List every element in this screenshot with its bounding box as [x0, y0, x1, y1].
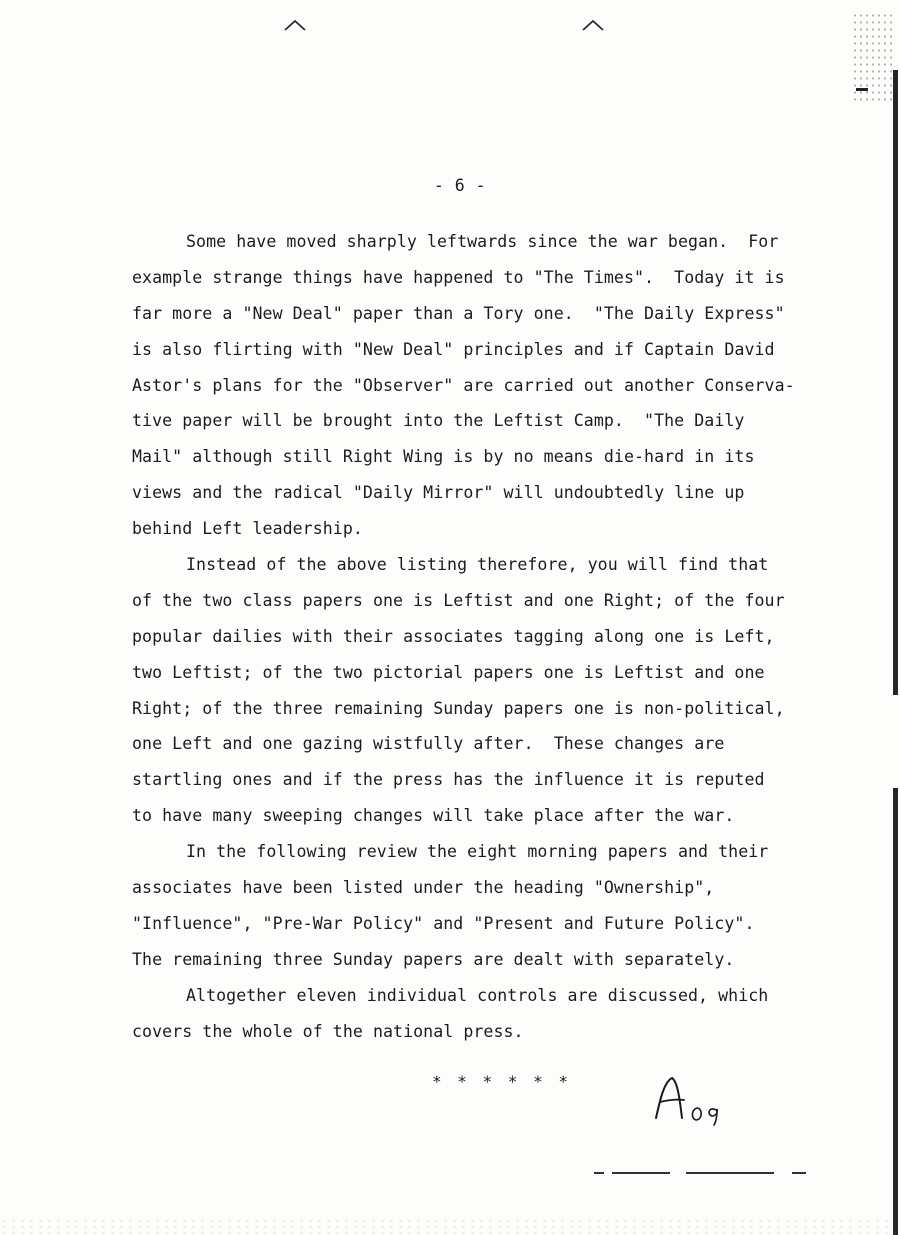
scan-right-edge-top: [893, 70, 898, 695]
text-line: far more a "New Deal" paper than a Tory one. "The Daily Express": [132, 303, 785, 323]
text-line: covers the whole of the national press.: [132, 1021, 524, 1041]
text-line: "Influence", "Pre-War Policy" and "Present and Future Policy".: [132, 913, 755, 933]
text-line: Instead of the above listing therefore, you will find that: [186, 555, 769, 575]
scan-edge-mark: [856, 88, 868, 91]
text-line: of the two class papers one is Leftist and one Right; of the four: [132, 590, 785, 610]
text-line: Right; of the three remaining Sunday papers one is non-political,: [132, 698, 785, 718]
text-line: tive paper will be brought into the Leftist Camp. "The Daily: [132, 411, 745, 431]
bottom-rule-segment: [792, 1172, 806, 1174]
bottom-rule-segment: [594, 1172, 604, 1174]
text-line: startling ones and if the press has the influence it is reputed: [132, 770, 765, 790]
bottom-rule-segment: [686, 1172, 774, 1174]
text-line: to have many sweeping changes will take place after the war.: [132, 806, 735, 826]
text-line: popular dailies with their associates tagging along one is Left,: [132, 626, 775, 646]
bottom-rule-segment: [612, 1172, 670, 1174]
scan-caret-mark-right: [582, 18, 604, 32]
text-line: In the following review the eight morning papers and their: [186, 842, 769, 862]
text-line: Some have moved sharply leftwards since the war began. For: [186, 232, 779, 251]
scan-bottom-speckle: [0, 1218, 900, 1235]
text-line: The remaining three Sunday papers are dealt with separately.: [132, 949, 735, 969]
scan-caret-mark-left: [284, 18, 306, 32]
text-line: one Left and one gazing wistfully after. These changes are: [132, 734, 725, 754]
scan-right-edge-bottom: [893, 788, 898, 1235]
text-line: Astor's plans for the "Observer" are carried out another Conserva-: [132, 375, 795, 395]
page-number: - 6 -: [433, 176, 487, 195]
body-text: [132, 224, 852, 1049]
handwritten-annotation: [650, 1072, 730, 1126]
text-line: views and the radical "Daily Mirror" will undoubtedly line up: [132, 483, 745, 503]
text-line: Mail" although still Right Wing is by no means die-hard in its: [132, 447, 755, 467]
text-line: is also flirting with "New Deal" principles and if Captain David: [132, 339, 775, 359]
text-line: Altogether eleven individual controls are discussed, which: [186, 985, 769, 1005]
section-separator: * * * * * *: [432, 1072, 571, 1091]
text-line: associates have been listed under the heading "Ownership",: [132, 878, 715, 898]
text-line: two Leftist; of the two pictorial papers one is Leftist and one: [132, 662, 765, 682]
text-line: behind Left leadership.: [132, 519, 363, 539]
text-line: example strange things have happened to "The Times". Today it is: [132, 267, 785, 287]
